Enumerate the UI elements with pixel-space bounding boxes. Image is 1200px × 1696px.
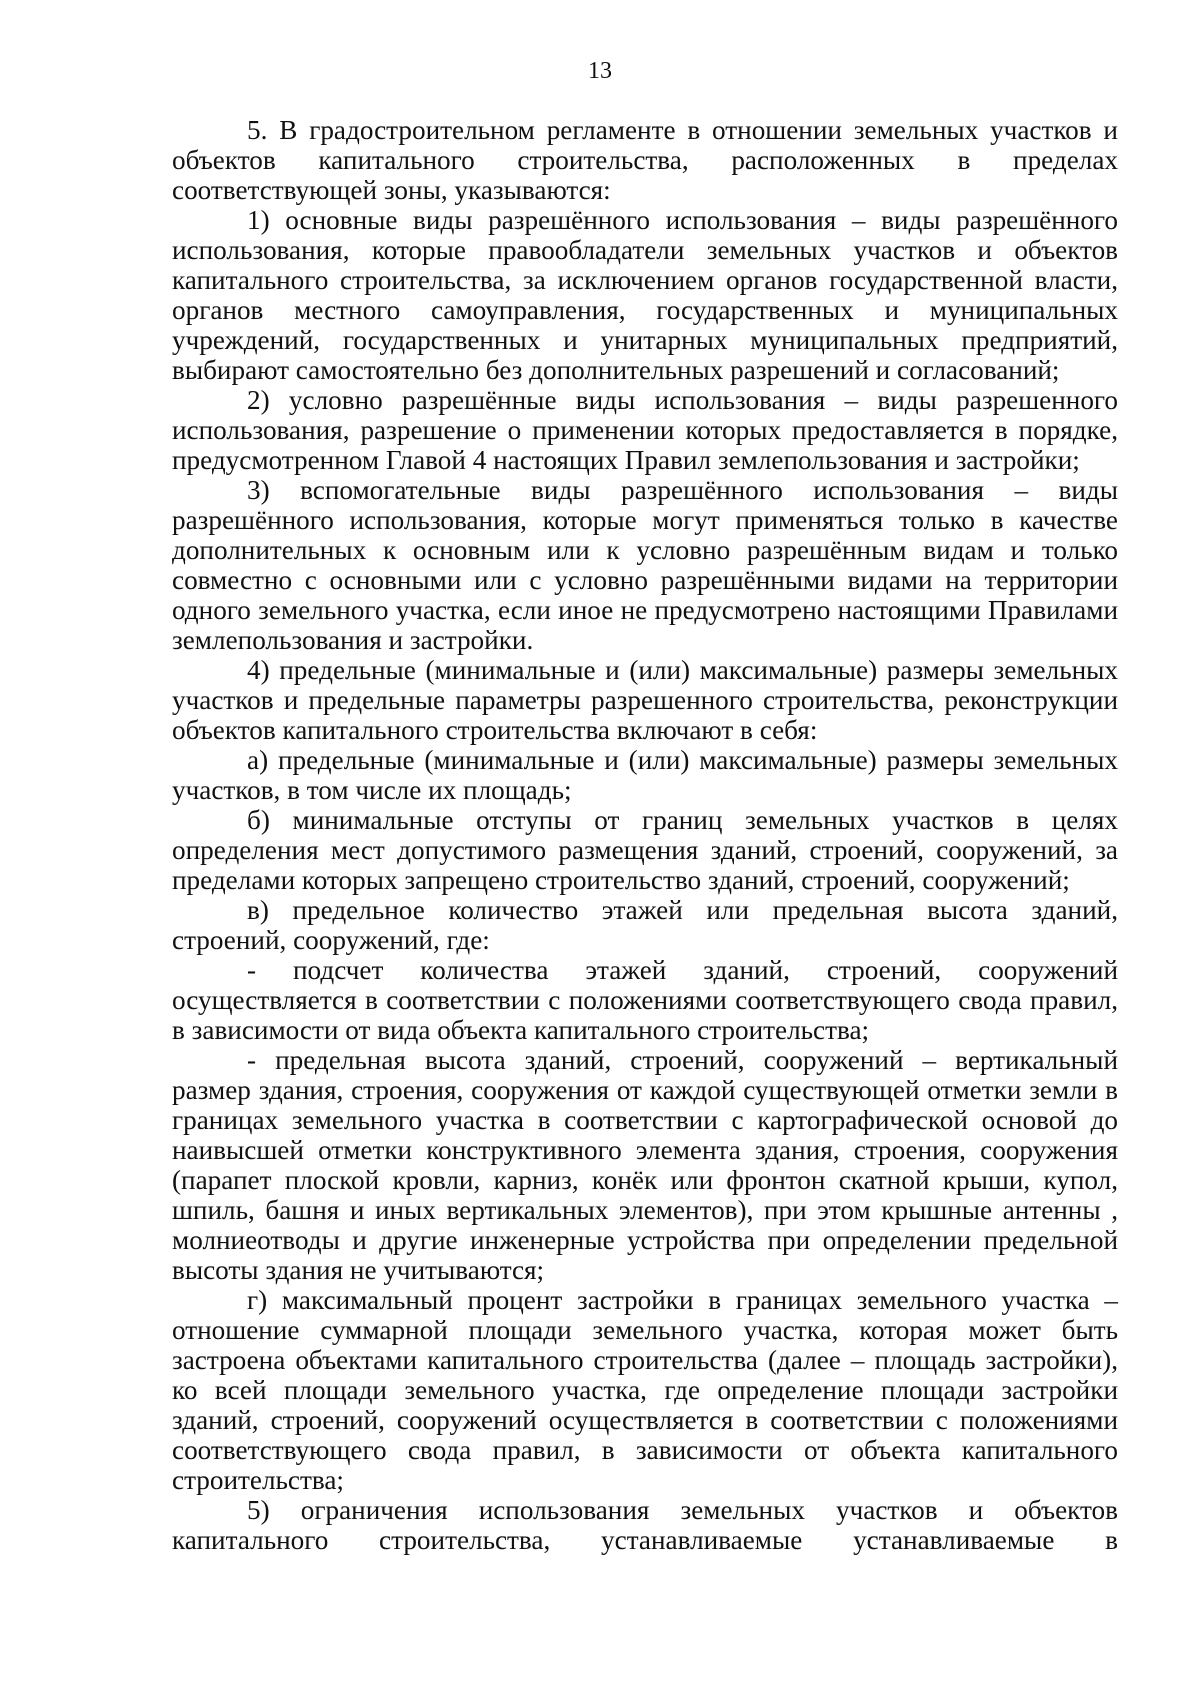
paragraph-subitem-a: а) предельные (минимальные и (или) максимальные) размеры земельных участков, в том числе их площадь; <box>172 745 1118 805</box>
paragraph-dash-floors: - подсчет количества этажей зданий, строений, сооружений осуществляется в соответствии с положениями соответствующего свода правил, в зависимости от вида объекта капитального строительства; <box>172 955 1118 1045</box>
paragraph-item-3: 3) вспомогательные виды разрешённого использования – виды разрешённого использования, которые могут применяться только в качестве дополнительных к основным или к условно разрешённым видам и только совместно с основными или с условно разрешёнными видами на территории одного земельного участка, если иное не предусмотрено настоящими Правилами землепользования и застройки. <box>172 475 1118 655</box>
paragraph-subitem-b: б) минимальные отступы от границ земельных участков в целях определения мест допустимого размещения зданий, строений, сооружений, за пределами которых запрещено строительство зданий, строений, сооружений; <box>172 805 1118 895</box>
paragraph-item-2: 2) условно разрешённые виды использования – виды разрешенного использования, разрешение о применении которых предоставляется в порядке, предусмотренном Главой 4 настоящих Правил землепользования и застройки; <box>172 385 1118 475</box>
paragraph-item-5: 5) ограничения использования земельных участков и объектов капитального строительства, устанавливаемые устанавливаемые в <box>172 1495 1118 1555</box>
paragraph-intro: 5. В градостроительном регламенте в отношении земельных участков и объектов капитального строительства, расположенных в пределах соответствующей зоны, указываются: <box>172 115 1118 205</box>
paragraph-item-4: 4) предельные (минимальные и (или) максимальные) размеры земельных участков и предельные параметры разрешенного строительства, реконструкции объектов капитального строительства включают в себя: <box>172 655 1118 745</box>
paragraph-dash-height: - предельная высота зданий, строений, сооружений – вертикальный размер здания, строения, сооружения от каждой существующей отметки земли в границах земельного участка в соответствии с картографической основой до наивысшей отметки конструктивного элемента здания, строения, сооружения (парапет плоской кровли, карниз, конёк или фронтон скатной крыши, купол, шпиль, башня и иных вертикальных элементов), при этом крышные антенны , молниеотводы и другие инженерные устройства при определении предельной высоты здания не учитываются; <box>172 1045 1118 1285</box>
page-number: 13 <box>588 58 612 84</box>
document-body <box>172 115 1118 1555</box>
paragraph-item-1: 1) основные виды разрешённого использования – виды разрешённого использования, которые правообладатели земельных участков и объектов капитального строительства, за исключением органов государственной власти, органов местного самоуправления, государственных и муниципальных учреждений, государственных и унитарных муниципальных предприятий, выбирают самостоятельно без дополнительных разрешений и согласований; <box>172 205 1118 385</box>
paragraph-subitem-v: в) предельное количество этажей или предельная высота зданий, строений, сооружений, где: <box>172 895 1118 955</box>
paragraph-subitem-g: г) максимальный процент застройки в границах земельного участка – отношение суммарной площади земельного участка, которая может быть застроена объектами капитального строительства (далее – площадь застройки), ко всей площади земельного участка, где определение площади застройки зданий, строений, сооружений осуществляется в соответствии с положениями соответствующего свода правил, в зависимости от объекта капитального строительства; <box>172 1285 1118 1495</box>
